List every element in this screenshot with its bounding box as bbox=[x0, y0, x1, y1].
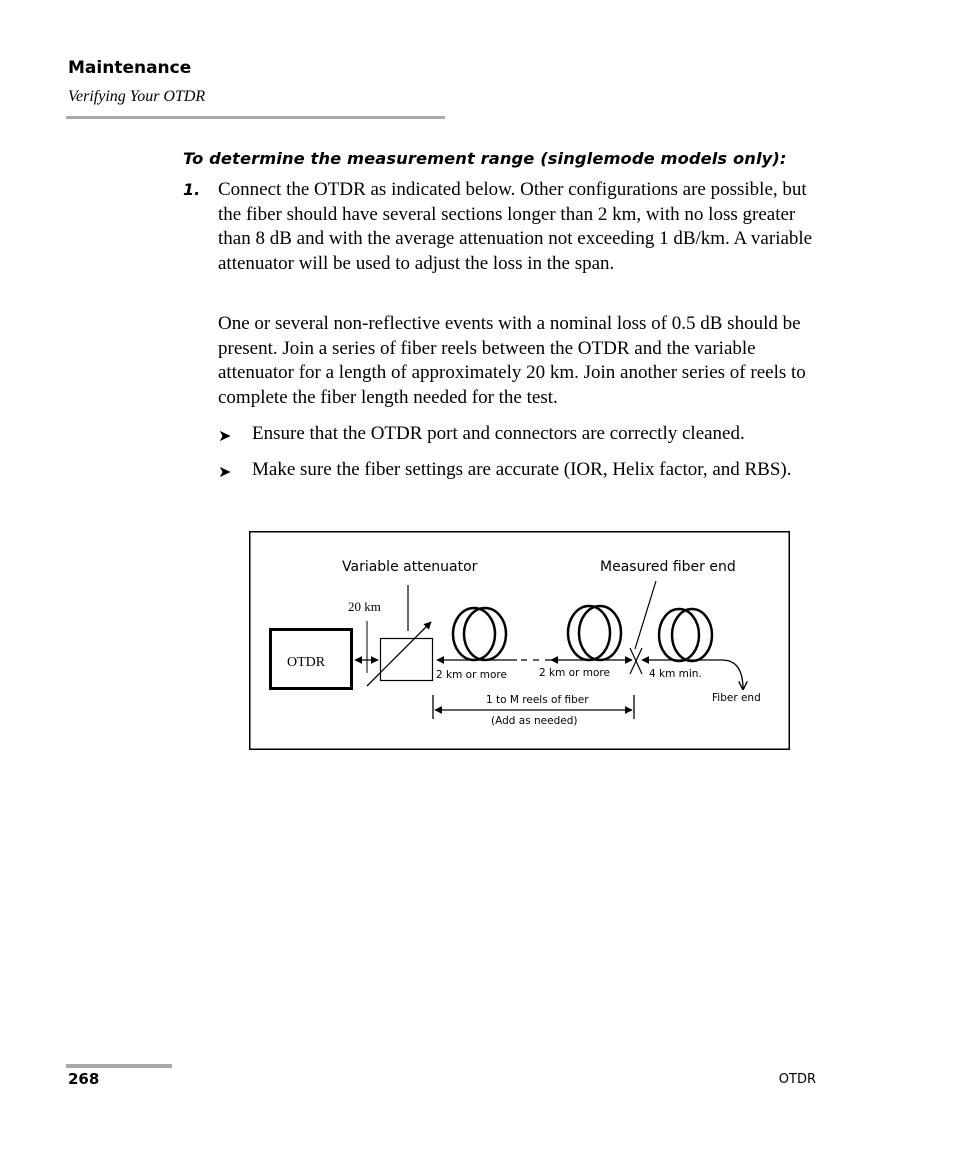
bullet-text: Ensure that the OTDR port and connectors are correctly cleaned. bbox=[252, 423, 745, 444]
footer-product-name: OTDR bbox=[778, 1072, 816, 1087]
bullet-item bbox=[218, 422, 818, 447]
running-header-subtitle: Verifying Your OTDR bbox=[68, 88, 206, 105]
reels-label: 1 to M reels of fiber bbox=[486, 694, 589, 706]
footer-rule bbox=[66, 1064, 172, 1068]
span-label-4km: 4 km min. bbox=[649, 668, 702, 680]
otdr-label: OTDR bbox=[287, 655, 326, 670]
test-setup-diagram bbox=[249, 531, 790, 750]
variable-attenuator-label: Variable attenuator bbox=[342, 559, 478, 575]
attenuator-box bbox=[381, 639, 433, 681]
distance-20km-label: 20 km bbox=[348, 599, 381, 614]
step-paragraph-2: One or several non-reflective events with a nominal loss of 0.5 dB should be present. Join a series of fiber reels between the OTDR and the variable attenuator for a length of approximately 20 km. Join another series of reels to complete the fiber length needed for the test. bbox=[218, 313, 806, 408]
arrowhead-bullet-icon: ➤ bbox=[218, 426, 232, 445]
page-number: 268 bbox=[68, 1070, 100, 1088]
step-number: 1. bbox=[183, 180, 201, 199]
attenuator-adjust-arrow bbox=[367, 622, 431, 686]
fiber-reel bbox=[453, 608, 506, 660]
arrowhead-bullet-icon: ➤ bbox=[218, 462, 232, 481]
add-as-needed-label: (Add as needed) bbox=[491, 715, 578, 727]
bullet-text: Make sure the fiber settings are accurate (IOR, Helix factor, and RBS). bbox=[252, 459, 792, 480]
fiber-end-leader-line bbox=[635, 581, 656, 649]
measured-fiber-end-label: Measured fiber end bbox=[600, 559, 736, 575]
fiber-reel bbox=[659, 609, 712, 661]
span-label-2km: 2 km or more bbox=[539, 667, 610, 679]
running-header-title: Maintenance bbox=[68, 58, 192, 78]
fiber-end-label: Fiber end bbox=[712, 692, 761, 704]
header-rule bbox=[66, 116, 445, 119]
span-label-2km: 2 km or more bbox=[436, 669, 507, 681]
step-paragraph-1: Connect the OTDR as indicated below. Other configurations are possible, but the fiber should have several sections longer than 2 km, with no loss greater than 8 dB and with the average attenuation not exceeding 1 dB/km. A variable attenuator will be used to adjust the loss in the span. bbox=[218, 179, 813, 274]
fiber-end-curve bbox=[722, 660, 743, 689]
bullet-item bbox=[218, 458, 818, 483]
procedure-title: To determine the measurement range (singlemode models only): bbox=[183, 149, 787, 168]
fiber-reel bbox=[568, 606, 621, 660]
